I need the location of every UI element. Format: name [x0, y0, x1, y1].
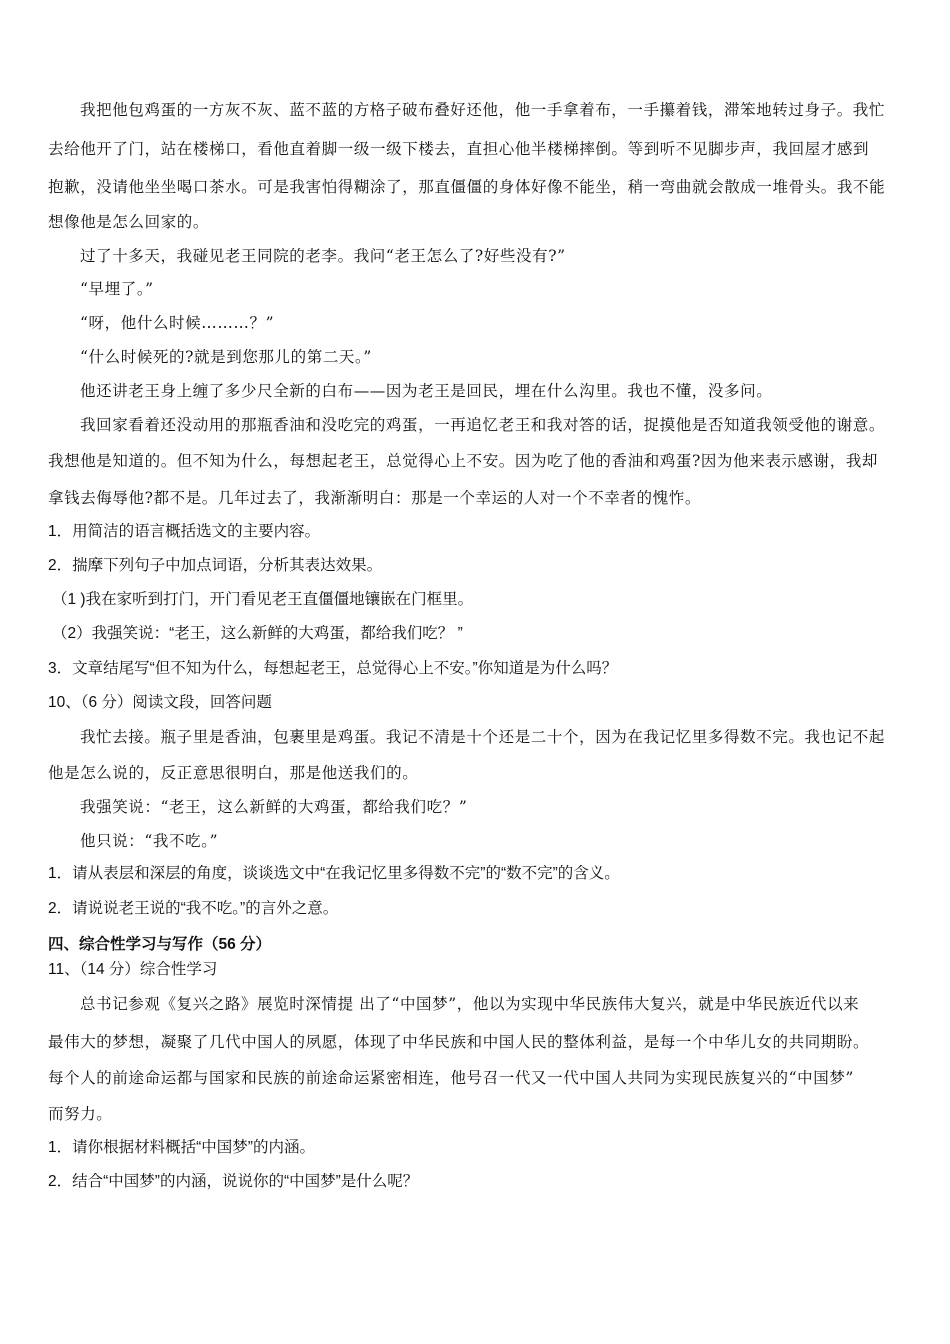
question-2: 2．揣摩下列句子中加点词语，分析其表达效果。 — [48, 557, 383, 574]
section-10-line-2: 他是怎么说的，反正意思很明白，那是他送我们的。 — [48, 764, 419, 782]
passage1-p5: “什么时候死的?就是到您那儿的第二天。” — [80, 348, 372, 366]
passage1-p7-line-2: 我想他是知道的。但不知为什么，每想起老王，总觉得心上不安。因为吃了他的香油和鸡蛋?因为他来表示感谢，我却 — [48, 452, 879, 470]
passage1-line-4: 想像他是怎么回家的。 — [48, 213, 210, 231]
section-11-line-4: 而努力。 — [48, 1105, 113, 1123]
section-11-title: 11、（14 分）综合性学习 — [48, 961, 218, 978]
section-11-line-2: 最伟大的梦想，凝聚了几代中国人的夙愿，体现了中华民族和中国人民的整体利益，是每一个中华儿女的共同期盼。 — [48, 1033, 870, 1051]
question-3: 3．文章结尾写“但不知为什么，每想起老王，总觉得心上不安。”你知道是为什么吗？ — [48, 660, 618, 677]
section-10-question-2: 2．请说说老王说的“我不吃。”的言外之意。 — [48, 900, 339, 917]
passage1-line-2: 去给他开了门，站在楼梯口，看他直着脚一级一级下楼去，直担心他半楼梯摔倒。等到听不见脚步声，我回屋才感到 — [48, 140, 870, 158]
section-10-p3: 他只说：“我不吃。” — [80, 832, 219, 850]
section-10-question-1: 1．请从表层和深层的角度，谈谈选文中“在我记忆里多得数不完”的“数不完”的含义。 — [48, 865, 620, 882]
section-11-line-3: 每个人的前途命运都与国家和民族的前途命运紧密相连，他号召一代又一代中国人共同为实现民族复兴的“中国梦” — [48, 1069, 854, 1087]
question-2-2: （2）我强笑说：“老王，这么新鲜的大鸡蛋，都给我们吃？ ” — [52, 625, 463, 642]
question-2-1: （1 )我在家听到打门，开门看见老王直僵僵地镶嵌在门框里。 — [52, 591, 474, 608]
passage1-p7-line-1: 我回家看着还没动用的那瓶香油和没吃完的鸡蛋，一再追忆老王和我对答的话，捉摸他是否知道我领受他的谢意。 — [80, 416, 886, 434]
section-11-line-1: 总书记参观《复兴之路》展览时深情提 出了“中国梦”，他以为实现中华民族伟大复兴，就是中华民族近代以来 — [80, 995, 860, 1013]
section-11-question-1: 1．请你根据材料概括“中国梦”的内涵。 — [48, 1139, 315, 1156]
passage1-line-3: 抱歉，没请他坐坐喝口茶水。可是我害怕得糊涂了，那直僵僵的身体好像不能坐，稍一弯曲就会散成一堆骨头。我不能 — [48, 178, 886, 196]
passage1-p2: 过了十多天，我碰见老王同院的老李。我问“老王怎么了?好些没有?” — [80, 247, 566, 265]
part-4-heading: 四、综合性学习与写作（56 分） — [48, 936, 272, 953]
passage1-p4: “呀，他什么时候………？” — [80, 314, 275, 332]
passage1-p7-line-3: 拿钱去侮辱他?都不是。几年过去了，我渐渐明白：那是一个幸运的人对一个不幸者的愧怍。 — [48, 489, 701, 507]
section-10-line-1: 我忙去接。瓶子里是香油，包裹里是鸡蛋。我记不清是十个还是二十个，因为在我记忆里多得数不完。我也记不起 — [80, 728, 886, 746]
question-1: 1．用简洁的语言概括选文的主要内容。 — [48, 523, 321, 540]
section-11-question-2: 2．结合“中国梦”的内涵，说说你的“中国梦”是什么呢？ — [48, 1173, 419, 1190]
passage1-line-1: 我把他包鸡蛋的一方灰不灰、蓝不蓝的方格子破布叠好还他，他一手拿着布，一手攥着钱，滞笨地转过身子。我忙 — [80, 101, 886, 119]
passage1-p6: 他还讲老王身上缠了多少尺全新的白布——因为老王是回民，埋在什么沟里。我也不懂，没多问。 — [80, 382, 773, 400]
passage1-p3: “早埋了。” — [80, 280, 154, 298]
section-10-p2: 我强笑说：“老王，这么新鲜的大鸡蛋，都给我们吃？” — [80, 798, 468, 816]
section-10-title: 10、（6 分）阅读文段，回答问题 — [48, 694, 272, 711]
